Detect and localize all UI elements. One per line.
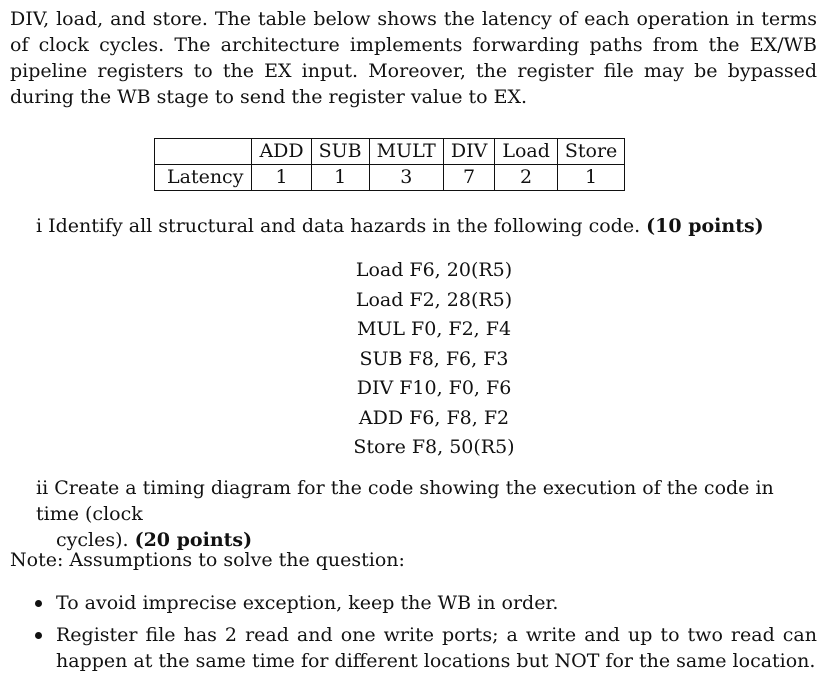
table-latency-row — [155, 165, 625, 191]
question-i-text: i Identify all structural and data hazards in the following code. — [36, 215, 641, 237]
intro-paragraph: DIV, load, and store. The table below shows the latency of each operation in terms of clock cycles. The architecture implements forwarding paths from the EX/WB pipeline registers to the EX input. Moreover, the register file may be bypassed during the WB stage to send the register value to EX. — [10, 8, 817, 108]
note-title: Note: Assumptions to solve the question: — [10, 549, 405, 571]
assumption-item — [32, 590, 817, 616]
code-line: DIV F10, F0, F6 — [356, 377, 512, 399]
latency-add: 1 — [252, 165, 311, 191]
code-listing — [300, 256, 568, 463]
latency-store: 1 — [557, 165, 624, 191]
latency-table — [154, 138, 625, 191]
assumption-list — [32, 590, 817, 680]
header-div: DIV — [443, 139, 494, 165]
question-ii-line2-text: cycles). — [56, 529, 129, 551]
code-line: SUB F8, F6, F3 — [359, 347, 509, 370]
header-sub: SUB — [311, 139, 369, 165]
question-ii — [36, 475, 817, 553]
code-line: ADD F6, F8, F2 — [358, 406, 510, 429]
latency-sub: 1 — [311, 165, 369, 191]
assumption-item — [32, 622, 817, 674]
code-line: Load F6, 20(R5) — [355, 259, 513, 281]
header-add: ADD — [252, 139, 311, 165]
bullet-icon — [35, 600, 42, 607]
assumption-text: Register file has 2 read and one write ports; a write and up to two read can happen at the same time for different locations but NOT for the same location. — [56, 624, 817, 672]
latency-load: 2 — [495, 165, 558, 191]
assumption-text: To avoid imprecise exception, keep the WB in order. — [56, 592, 559, 614]
code-line: Load F2, 28(R5) — [355, 288, 513, 311]
header-load: Load — [495, 139, 558, 165]
header-mult: MULT — [369, 139, 443, 165]
question-ii-line1: ii Create a timing diagram for the code showing the execution of the code in time (clock — [36, 477, 774, 525]
table-header-row — [155, 139, 625, 165]
question-i — [36, 213, 764, 239]
latency-div: 7 — [443, 165, 494, 191]
latency-mult: 3 — [369, 165, 443, 191]
code-line: Store F8, 50(R5) — [353, 436, 515, 458]
bullet-icon — [35, 632, 42, 639]
question-i-points: (10 points) — [646, 215, 764, 237]
code-line: MUL F0, F2, F4 — [356, 318, 512, 340]
header-store: Store — [557, 139, 624, 165]
latency-row-label: Latency — [155, 165, 252, 191]
question-ii-points: (20 points) — [134, 529, 253, 551]
table-corner-cell — [155, 139, 252, 165]
